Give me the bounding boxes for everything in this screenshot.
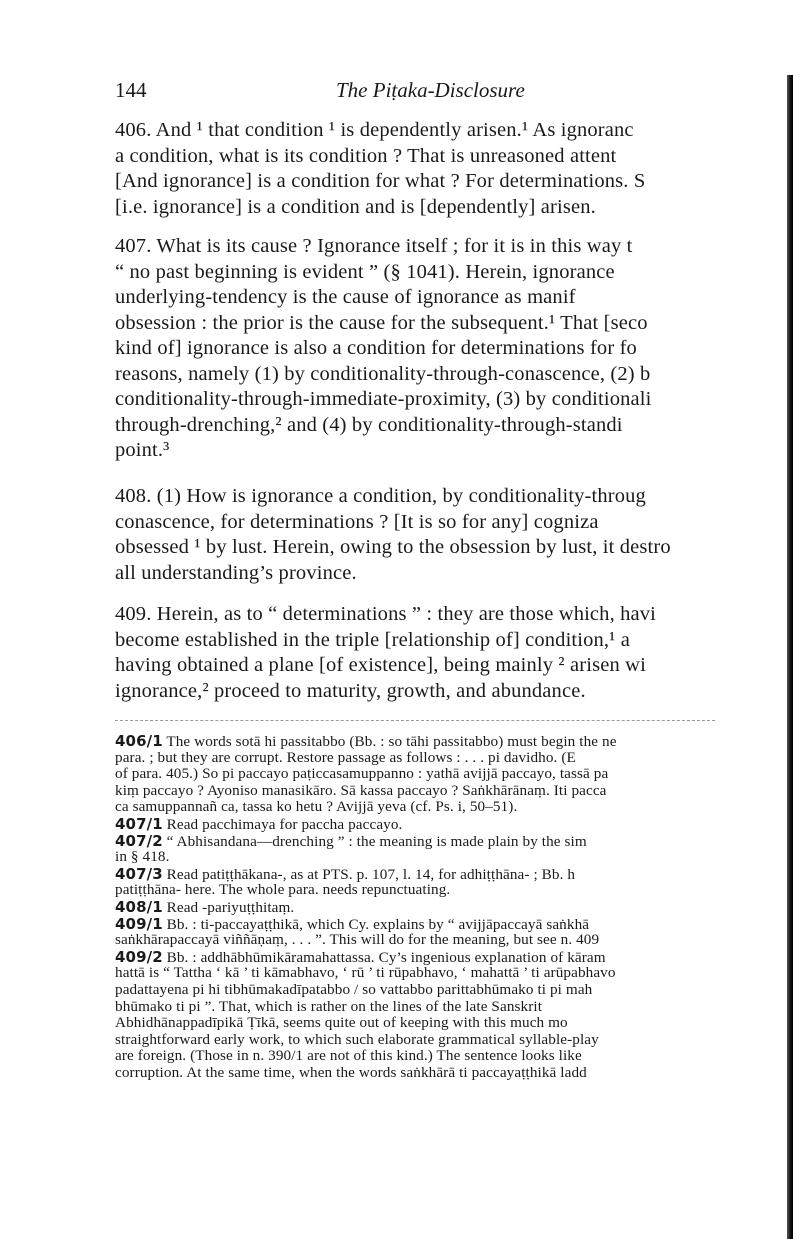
footnote-text: saṅkhārapaccayā viññāṇaṃ, . . . ”. This will do for the meaning, but see n. 409 [115, 931, 600, 949]
running-title: The Piṭaka-Disclosure [336, 78, 525, 102]
paragraph-line: kind of] ignorance is also a condition for determinations for fo [115, 337, 637, 359]
footnote-text: Read -pariyuṭṭhitaṃ. [162, 898, 295, 916]
footnote-text: corruption. At the same time, when the words saṅkhārā ti paccayaṭṭhikā ladd [115, 1063, 587, 1081]
page-number: 144 [115, 78, 147, 102]
paragraph-line: 409. Herein, as to “ determinations ” : they are those which, havi [115, 603, 657, 625]
footnote-text: are foreign. (Those in n. 390/1 are not of this kind.) The sentence looks like [115, 1047, 582, 1065]
footnote-ref: 407/3 [115, 864, 163, 883]
footnote-text: hattā is “ Tattha ‘ kā ’ ti kāmabhavo, ‘ rū ’ ti rūpabhavo, ‘ mahattā ’ ti arūpabhavo [115, 964, 616, 982]
page-header [115, 78, 793, 108]
paragraph-line: underlying-tendency is the cause of ignorance as manif [115, 286, 576, 308]
footnote-ref: 409/2 [115, 947, 163, 966]
paragraph-line: 408. (1) How is ignorance a condition, by conditionality-throug [115, 485, 646, 507]
footnote-text: padattayena pi hi tibhūmakadīpatabbo / so vattabbo parittabhūmako ti pi mah [115, 980, 593, 998]
paragraph-line: conditionality-through-immediate-proximity, (3) by conditionali [115, 388, 652, 410]
footnote-text: straightforward early work, to which such elaborate grammatical syllable-play [115, 1030, 599, 1048]
footnote-409-1 [115, 916, 793, 949]
footnote-ref: 407/1 [115, 814, 163, 833]
footnote-text: The words sotā hi passitabbo (Bb. : so tāhi passitabbo) must begin the ne [162, 733, 617, 750]
paragraph-line: through-drenching,² and (4) by conditionality-through-standi [115, 413, 623, 436]
footnote-text: Read pacchimaya for paccha paccayo. [162, 815, 403, 833]
footnote-text: Bb. : ti-paccayaṭṭhikā, which Cy. explains by “ avijjāpaccayā saṅkhā [162, 915, 590, 933]
footnote-separator [115, 720, 715, 721]
footnote-407-1 [115, 816, 793, 833]
paragraph-408 [115, 484, 671, 586]
paragraph-line: obsession : the prior is the cause for the subsequent.¹ That [seco [115, 311, 648, 334]
footnote-407-3 [115, 866, 793, 899]
footnote-text: Read patiṭṭhākana-, as at PTS. p. 107, l. 14, for adhiṭṭhāna- ; Bb. h [162, 865, 576, 883]
paragraph-line: 407. What is its cause ? Ignorance itself ; for it is in this way t [115, 235, 633, 257]
paragraph-line: having obtained a plane [of existence], being mainly ² arisen wi [115, 654, 646, 676]
footnote-text: bhūmako ti pi ”. That, which is rather on the lines of the late Sanskrit [115, 997, 543, 1015]
footnote-text: Abhidhānappadīpikā Ṭīkā, seems quite out of keeping with this much mo [115, 1014, 568, 1032]
footnote-text: of para. 405.) So pi paccayo paṭiccasamuppanno : yathā avijjā paccayo, tassā pa [115, 765, 609, 783]
footnote-409-2 [115, 949, 793, 1082]
paragraph-line: obsessed ¹ by lust. Herein, owing to the obsession by lust, it destro [115, 536, 671, 558]
paragraph-407 [115, 234, 651, 464]
paragraph-line: [And ignorance] is a condition for what ? For determinations. S [115, 170, 646, 192]
footnote-406-1 [115, 733, 793, 816]
paragraph-406 [115, 118, 645, 220]
paragraph-line: become established in the triple [relationship of] condition,¹ a [115, 628, 631, 651]
footnote-text: “ Abhisandana—drenching ” : the meaning is made plain by the sim [162, 832, 587, 850]
paragraph-line: all understanding’s province. [115, 561, 357, 584]
paragraph-line: 406. And ¹ that condition ¹ is dependently arisen.¹ As ignoranc [115, 119, 634, 141]
footnote-text: para. ; but they are corrupt. Restore passage as follows : . . . pi davidho. (E [115, 748, 576, 766]
footnote-text: kiṃ paccayo ? Ayoniso manasikāro. Sā kassa paccayo ? Saṅkhārānaṃ. Iti pacca [115, 781, 607, 799]
footnote-ref: 406/1 [115, 732, 163, 750]
page-edge-shadow [787, 75, 793, 1239]
footnote-text: Bb. : addhābhūmikāramahattassa. Cy’s ingenious explanation of kāram [162, 948, 606, 966]
paragraph-line: a condition, what is its condition ? That is unreasoned attent [115, 144, 617, 167]
footnote-407-2 [115, 833, 793, 866]
footnote-ref: 409/1 [115, 914, 163, 933]
paragraph-line: reasons, namely (1) by conditionality-through-conascence, (2) b [115, 362, 651, 385]
paragraph-409 [115, 602, 656, 704]
footnote-ref: 408/1 [115, 897, 163, 916]
footnotes [115, 733, 793, 1081]
footnote-408-1 [115, 899, 793, 916]
paragraph-line: “ no past beginning is evident ” (§ 1041). Herein, ignorance [115, 260, 615, 283]
footnote-text: patiṭṭhāna- here. The whole para. needs repunctuating. [115, 881, 451, 899]
footnote-text: ca samuppannañ ca, tassa ko hetu ? Avijjā yeva (cf. Ps. i, 50–51). [115, 798, 518, 816]
paragraph-line: ignorance,² proceed to maturity, growth, and abundance. [115, 679, 586, 702]
paragraph-line: point.³ [115, 439, 170, 461]
paragraph-line: conascence, for determinations ? [It is so for any] cogniza [115, 510, 599, 533]
footnote-text: in § 418. [115, 848, 170, 866]
footnote-ref: 407/2 [115, 831, 163, 850]
paragraph-line: [i.e. ignorance] is a condition and is [dependently] arisen. [115, 195, 596, 218]
